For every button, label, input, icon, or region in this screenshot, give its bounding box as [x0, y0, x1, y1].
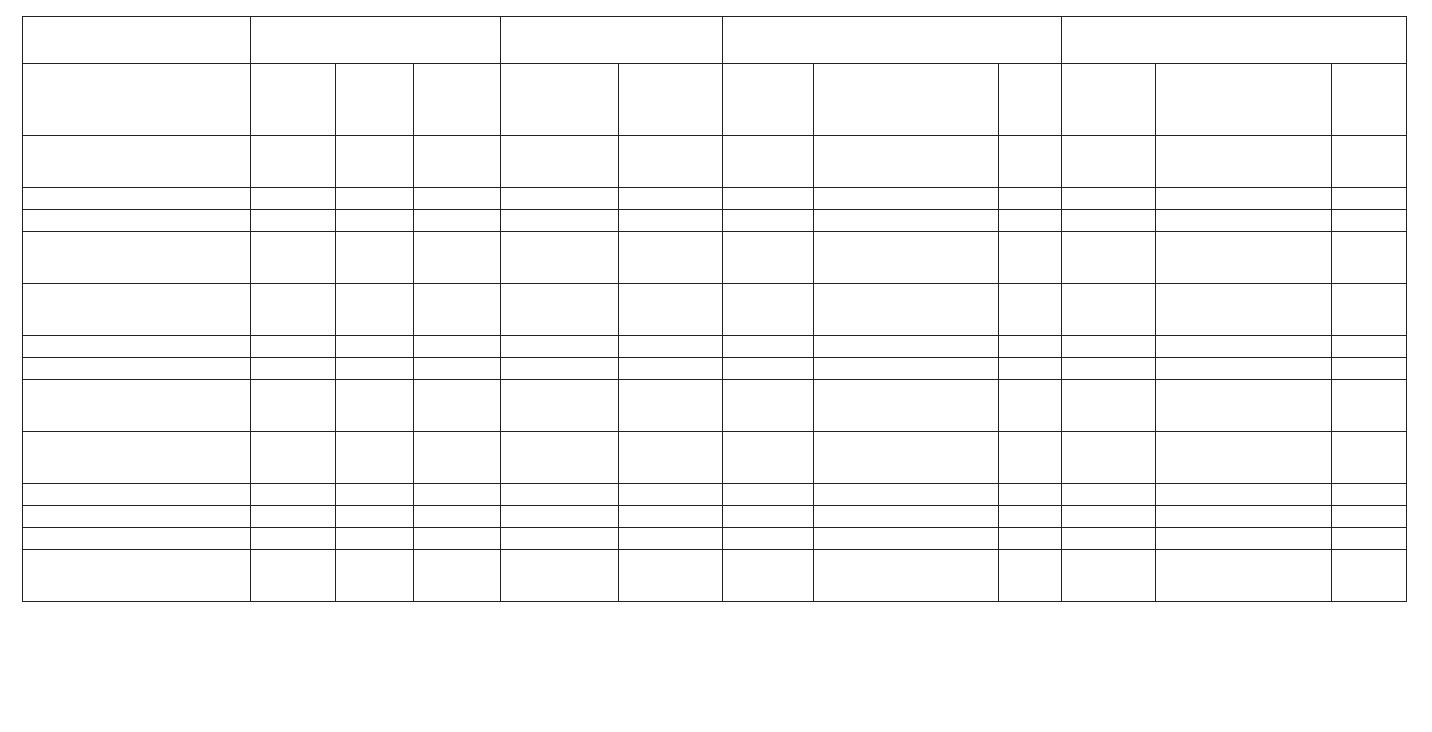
cell-v11-str [1156, 210, 1332, 232]
cell-v11-str [1156, 232, 1332, 284]
cell-v11-ita [1062, 380, 1156, 432]
cell-v15-ita [723, 284, 814, 336]
header-v15-totale [999, 64, 1062, 136]
cell-v11-ita [1062, 136, 1156, 188]
header-si [336, 64, 414, 136]
row-label [23, 506, 251, 528]
row-label [23, 232, 251, 284]
cell-v11-ita [1062, 232, 1156, 284]
header-no [251, 64, 336, 136]
cell-lomb [501, 336, 619, 358]
cell-v11-str [1156, 380, 1332, 432]
cell-v11-tot [1332, 336, 1407, 358]
cell-italia [619, 136, 723, 188]
header-total [414, 64, 501, 136]
header-v11-impresa-straniera [1156, 64, 1332, 136]
row-label [23, 484, 251, 506]
cell-lomb [501, 136, 619, 188]
cell-no [251, 380, 336, 432]
cell-lomb [501, 232, 619, 284]
data-table [22, 16, 1407, 602]
cell-si [336, 210, 414, 232]
cell-total [414, 432, 501, 484]
cell-si [336, 358, 414, 380]
table-body [23, 136, 1407, 602]
cell-no [251, 210, 336, 232]
cell-v15-str [814, 358, 999, 380]
cell-v11-ita [1062, 506, 1156, 528]
cell-no [251, 358, 336, 380]
cell-total [414, 506, 501, 528]
cell-v15-ita [723, 528, 814, 550]
cell-no [251, 432, 336, 484]
cell-si [336, 550, 414, 602]
row-label [23, 528, 251, 550]
cell-italia [619, 380, 723, 432]
cell-v15-str [814, 550, 999, 602]
table-row [23, 358, 1407, 380]
cell-si [336, 284, 414, 336]
group-header-row [23, 17, 1407, 64]
cell-v15-str [814, 484, 999, 506]
cell-v11-str [1156, 432, 1332, 484]
cell-v15-str [814, 432, 999, 484]
row-label [23, 380, 251, 432]
cell-v15-str [814, 210, 999, 232]
cell-v15-ita [723, 358, 814, 380]
cell-v15-tot [999, 380, 1062, 432]
cell-no [251, 136, 336, 188]
cell-v11-ita [1062, 336, 1156, 358]
cell-total [414, 380, 501, 432]
cell-total [414, 484, 501, 506]
cell-no [251, 484, 336, 506]
cell-v11-str [1156, 284, 1332, 336]
cell-v15-ita [723, 550, 814, 602]
cell-si [336, 336, 414, 358]
cell-si [336, 528, 414, 550]
cell-lomb [501, 506, 619, 528]
cell-italia [619, 550, 723, 602]
cell-v15-str [814, 136, 999, 188]
cell-italia [619, 484, 723, 506]
cell-no [251, 336, 336, 358]
row-label [23, 136, 251, 188]
cell-v11-tot [1332, 136, 1407, 188]
cell-v11-tot [1332, 188, 1407, 210]
cell-v15-ita [723, 484, 814, 506]
cell-v11-tot [1332, 484, 1407, 506]
cell-v11-str [1156, 506, 1332, 528]
cell-italia [619, 188, 723, 210]
cell-no [251, 188, 336, 210]
row-label [23, 336, 251, 358]
header-su-totale-lomb [501, 64, 619, 136]
cell-total [414, 550, 501, 602]
table-row [23, 136, 1407, 188]
cell-v15-tot [999, 484, 1062, 506]
header-peso-imprese [501, 17, 723, 64]
header-impresa-straniera [251, 17, 501, 64]
cell-total [414, 232, 501, 284]
cell-v11-tot [1332, 210, 1407, 232]
cell-v11-str [1156, 136, 1332, 188]
cell-v15-str [814, 232, 999, 284]
cell-total [414, 336, 501, 358]
cell-v15-tot [999, 432, 1062, 484]
cell-lomb [501, 484, 619, 506]
cell-v11-ita [1062, 432, 1156, 484]
cell-v11-str [1156, 188, 1332, 210]
cell-v11-tot [1332, 380, 1407, 432]
cell-italia [619, 210, 723, 232]
cell-si [336, 484, 414, 506]
row-label [23, 550, 251, 602]
table-row [23, 336, 1407, 358]
header-v11-totale [1332, 64, 1407, 136]
cell-v15-tot [999, 550, 1062, 602]
cell-v15-str [814, 528, 999, 550]
cell-lomb [501, 550, 619, 602]
cell-lomb [501, 284, 619, 336]
table-row [23, 528, 1407, 550]
row-label [23, 188, 251, 210]
cell-lomb [501, 528, 619, 550]
cell-v11-ita [1062, 358, 1156, 380]
cell-v15-tot [999, 232, 1062, 284]
cell-v11-tot [1332, 506, 1407, 528]
cell-italia [619, 528, 723, 550]
cell-lomb [501, 358, 619, 380]
cell-total [414, 210, 501, 232]
cell-v11-str [1156, 550, 1332, 602]
cell-v11-ita [1062, 484, 1156, 506]
cell-no [251, 506, 336, 528]
cell-v15-str [814, 506, 999, 528]
cell-lomb [501, 188, 619, 210]
cell-v15-ita [723, 380, 814, 432]
cell-italia [619, 336, 723, 358]
cell-total [414, 188, 501, 210]
cell-no [251, 528, 336, 550]
cell-v11-tot [1332, 432, 1407, 484]
cell-v15-ita [723, 432, 814, 484]
cell-v15-tot [999, 188, 1062, 210]
row-label [23, 210, 251, 232]
cell-v11-str [1156, 358, 1332, 380]
cell-no [251, 232, 336, 284]
cell-v11-str [1156, 528, 1332, 550]
cell-italia [619, 506, 723, 528]
table-row [23, 484, 1407, 506]
table-row [23, 232, 1407, 284]
cell-si [336, 136, 414, 188]
corner-cell-2 [23, 64, 251, 136]
cell-v15-ita [723, 336, 814, 358]
cell-total [414, 284, 501, 336]
cell-v15-tot [999, 284, 1062, 336]
table-row [23, 210, 1407, 232]
cell-v11-ita [1062, 528, 1156, 550]
cell-no [251, 284, 336, 336]
cell-v15-ita [723, 232, 814, 284]
cell-italia [619, 284, 723, 336]
cell-si [336, 232, 414, 284]
table-row [23, 432, 1407, 484]
cell-v15-tot [999, 528, 1062, 550]
corner-cell [23, 17, 251, 64]
cell-italia [619, 232, 723, 284]
cell-total [414, 528, 501, 550]
cell-v15-tot [999, 358, 1062, 380]
cell-v11-tot [1332, 358, 1407, 380]
row-label [23, 284, 251, 336]
cell-total [414, 358, 501, 380]
cell-v15-str [814, 188, 999, 210]
header-v15-impresa-italiana [723, 64, 814, 136]
table-row [23, 380, 1407, 432]
cell-v15-ita [723, 188, 814, 210]
cell-v11-ita [1062, 284, 1156, 336]
cell-lomb [501, 380, 619, 432]
cell-v11-ita [1062, 210, 1156, 232]
cell-v11-ita [1062, 550, 1156, 602]
cell-v15-tot [999, 506, 1062, 528]
sub-header-row [23, 64, 1407, 136]
header-v11-impresa-italiana [1062, 64, 1156, 136]
cell-italia [619, 432, 723, 484]
table-row [23, 550, 1407, 602]
cell-v15-str [814, 284, 999, 336]
cell-v11-tot [1332, 284, 1407, 336]
header-var-2016-2015 [723, 17, 1062, 64]
cell-si [336, 188, 414, 210]
header-var-2016-2011 [1062, 17, 1407, 64]
table-row [23, 506, 1407, 528]
cell-si [336, 432, 414, 484]
cell-v11-str [1156, 336, 1332, 358]
table-row [23, 188, 1407, 210]
cell-lomb [501, 432, 619, 484]
header-v15-impresa-straniera [814, 64, 999, 136]
cell-v15-ita [723, 210, 814, 232]
cell-italia [619, 358, 723, 380]
cell-total [414, 136, 501, 188]
cell-si [336, 506, 414, 528]
cell-v15-ita [723, 136, 814, 188]
cell-lomb [501, 210, 619, 232]
cell-v11-str [1156, 484, 1332, 506]
cell-v15-str [814, 380, 999, 432]
header-su-totale-italia [619, 64, 723, 136]
cell-v15-tot [999, 336, 1062, 358]
cell-v15-tot [999, 210, 1062, 232]
cell-v11-tot [1332, 528, 1407, 550]
cell-v15-str [814, 336, 999, 358]
row-label [23, 358, 251, 380]
cell-v11-tot [1332, 232, 1407, 284]
row-label [23, 432, 251, 484]
table-row [23, 284, 1407, 336]
cell-v11-ita [1062, 188, 1156, 210]
cell-no [251, 550, 336, 602]
cell-v11-tot [1332, 550, 1407, 602]
cell-si [336, 380, 414, 432]
cell-v15-tot [999, 136, 1062, 188]
cell-v15-ita [723, 506, 814, 528]
